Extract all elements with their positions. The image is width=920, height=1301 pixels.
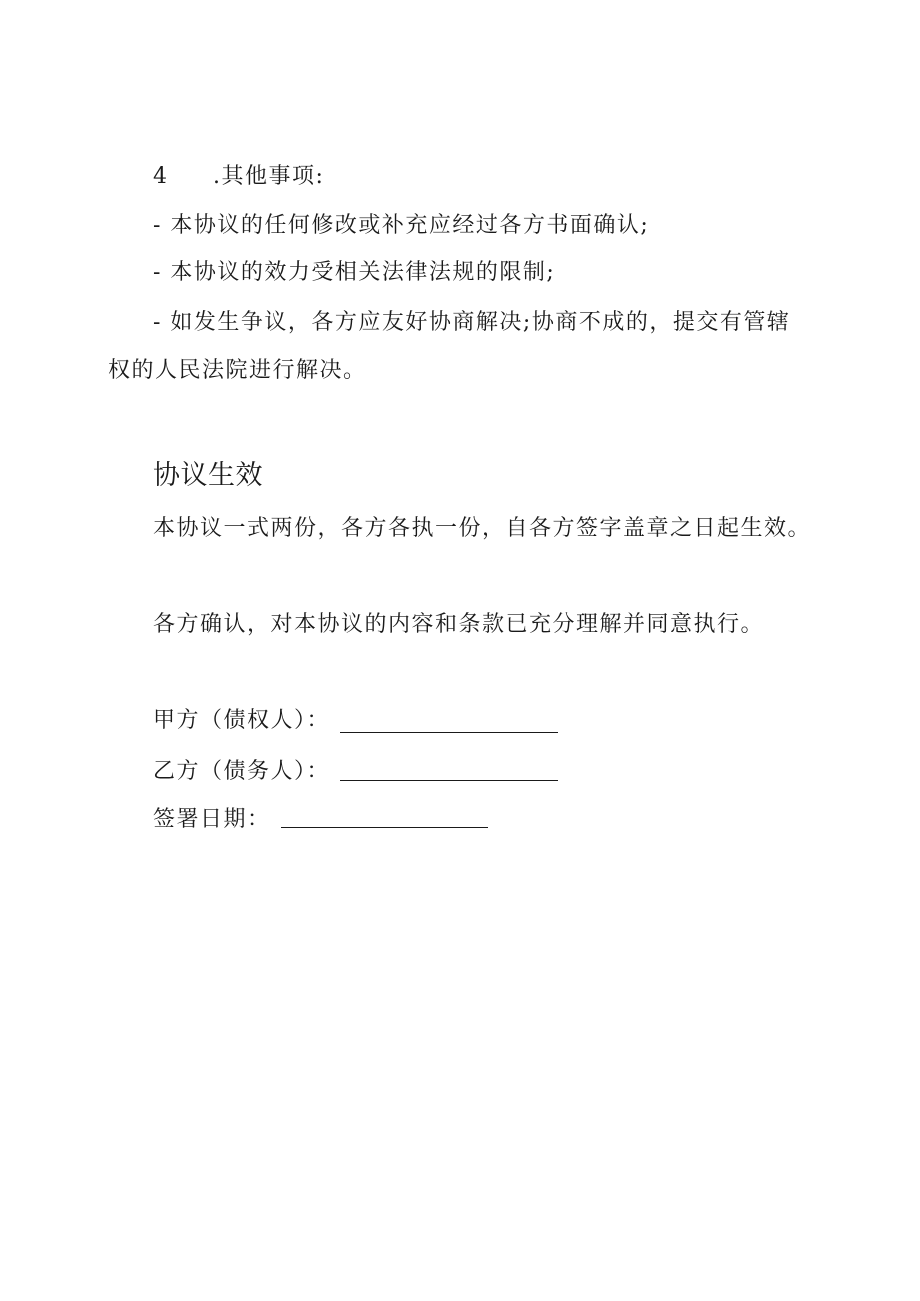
section4-item-3-line-2: 权的人民法院进行解决。	[108, 358, 367, 383]
section4-number: 4	[153, 164, 169, 189]
signature-date	[153, 805, 271, 835]
effect-paragraph-2: 各方确认，对本协议的内容和条款已充分理解并同意执行。	[153, 612, 765, 637]
section4-item-2: - 本协议的效力受相关法律法规的限制;	[153, 260, 556, 285]
section4-heading	[153, 162, 324, 192]
party-a-label: 甲方（债权人）：	[153, 708, 331, 733]
section4-item-3-line-1: - 如发生争议，各方应友好协商解决;协商不成的，提交有管辖	[153, 310, 791, 335]
section4-item-1: - 本协议的任何修改或补充应经过各方书面确认;	[153, 213, 650, 238]
section-heading-effect: 协议生效	[153, 460, 263, 491]
date-label: 签署日期：	[153, 807, 271, 832]
party-b-label: 乙方（债务人）：	[153, 759, 331, 784]
signature-party-b	[153, 757, 330, 787]
effect-paragraph-1: 本协议一式两份，各方各执一份，自各方签字盖章之日起生效。	[153, 516, 812, 541]
date-signature-line[interactable]	[281, 803, 488, 828]
section4-title: .其他事项:	[213, 164, 325, 189]
party-a-signature-line[interactable]	[340, 708, 558, 733]
party-b-signature-line[interactable]	[340, 756, 558, 781]
signature-party-a	[153, 706, 330, 736]
